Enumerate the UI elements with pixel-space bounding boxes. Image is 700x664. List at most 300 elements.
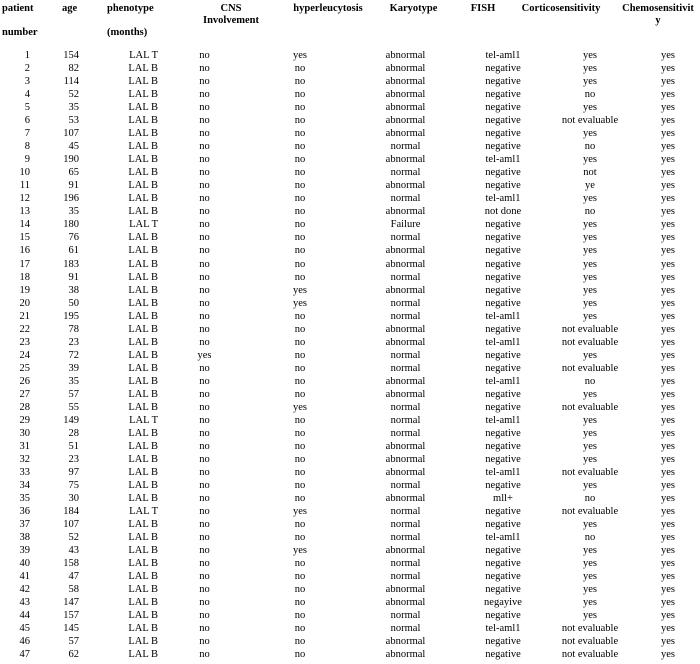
table-row <box>0 557 700 570</box>
cell-cns-involvement: no <box>199 388 210 400</box>
cell-corticosensitivity: not evaluable <box>561 467 619 479</box>
cell-phenotype: LAL B <box>128 258 158 270</box>
table-row <box>0 609 700 622</box>
cell-hyperleucytosis: no <box>294 558 306 570</box>
cell-phenotype: LAL B <box>128 362 158 374</box>
cell-corticosensitivity: yes <box>583 480 597 492</box>
cell-age: 61 <box>68 245 79 257</box>
cell-patient-number: 39 <box>19 545 30 557</box>
cell-karyotype: abnormal <box>385 336 426 348</box>
table-row <box>0 492 700 505</box>
cell-cns-involvement: no <box>199 610 210 622</box>
cell-phenotype: LAL B <box>128 206 158 218</box>
cell-cns-involvement: no <box>199 154 210 166</box>
cell-karyotype: abnormal <box>385 180 426 192</box>
cell-chemosensitivity: yes <box>661 558 675 570</box>
cell-chemosensitivity: yes <box>661 427 675 439</box>
cell-hyperleucytosis: no <box>294 115 306 127</box>
cell-fish: tel-aml1 <box>485 336 521 348</box>
cell-cns-involvement: no <box>199 480 210 492</box>
cell-age: 53 <box>68 115 79 127</box>
cell-karyotype: abnormal <box>385 453 426 465</box>
cell-phenotype: LAL B <box>128 532 158 544</box>
header-chemo-line2: y <box>655 15 661 26</box>
cell-chemosensitivity: yes <box>661 258 675 270</box>
cell-fish: tel-aml1 <box>485 532 521 544</box>
table-row <box>0 114 700 127</box>
cell-age: 91 <box>68 271 79 283</box>
table-row <box>0 596 700 609</box>
table-row <box>0 297 700 310</box>
cell-hyperleucytosis: no <box>294 141 306 153</box>
cell-hyperleucytosis: no <box>294 76 306 88</box>
cell-cns-involvement: no <box>199 506 210 518</box>
cell-cns-involvement: no <box>199 63 210 75</box>
cell-hyperleucytosis: no <box>294 271 306 283</box>
cell-hyperleucytosis: no <box>294 610 306 622</box>
cell-patient-number: 21 <box>19 310 30 322</box>
cell-chemosensitivity: yes <box>661 193 675 205</box>
cell-cns-involvement: no <box>199 193 210 205</box>
cell-age: 28 <box>68 427 79 439</box>
cell-cns-involvement: no <box>199 102 210 114</box>
cell-cns-involvement: no <box>199 245 210 257</box>
cell-corticosensitivity: yes <box>583 597 597 609</box>
cell-phenotype: LAL B <box>128 297 158 309</box>
cell-cns-involvement: no <box>199 232 210 244</box>
table-row <box>0 583 700 596</box>
cell-cns-involvement: no <box>199 219 210 231</box>
cell-hyperleucytosis: yes <box>293 50 307 62</box>
cell-fish: tel-aml1 <box>485 414 521 426</box>
table-row <box>0 166 700 179</box>
cell-phenotype: LAL B <box>128 545 158 557</box>
cell-phenotype: LAL B <box>128 89 158 101</box>
cell-hyperleucytosis: no <box>294 89 306 101</box>
cell-patient-number: 43 <box>19 597 30 609</box>
table-row <box>0 271 700 284</box>
cell-fish: tel-aml1 <box>485 375 521 387</box>
cell-hyperleucytosis: no <box>294 388 306 400</box>
cell-chemosensitivity: yes <box>661 310 675 322</box>
cell-cns-involvement: no <box>199 115 210 127</box>
cell-cns-involvement: no <box>199 167 210 179</box>
cell-chemosensitivity: yes <box>661 63 675 75</box>
cell-corticosensitivity: yes <box>583 440 597 452</box>
cell-patient-number: 15 <box>19 232 30 244</box>
cell-karyotype: abnormal <box>385 467 426 479</box>
cell-age: 51 <box>68 440 79 452</box>
cell-hyperleucytosis: no <box>294 336 306 348</box>
cell-corticosensitivity: no <box>584 375 596 387</box>
cell-karyotype: normal <box>390 349 421 361</box>
cell-chemosensitivity: yes <box>661 440 675 452</box>
table-row <box>0 244 700 257</box>
cell-hyperleucytosis: no <box>294 571 306 583</box>
table-row <box>0 310 700 323</box>
cell-fish: negative <box>485 219 521 231</box>
cell-chemosensitivity: yes <box>661 89 675 101</box>
cell-fish: tel-aml1 <box>485 467 521 479</box>
cell-chemosensitivity: yes <box>661 245 675 257</box>
cell-age: 35 <box>68 102 79 114</box>
cell-fish: negative <box>485 102 521 114</box>
table-row <box>0 362 700 375</box>
table-row <box>0 479 700 492</box>
cell-chemosensitivity: yes <box>661 623 675 635</box>
cell-karyotype: normal <box>390 532 421 544</box>
cell-karyotype: abnormal <box>385 649 426 661</box>
cell-fish: negative <box>485 349 521 361</box>
table-row <box>0 336 700 349</box>
cell-karyotype: normal <box>390 610 421 622</box>
cell-cns-involvement: no <box>199 414 210 426</box>
cell-patient-number: 8 <box>24 141 30 153</box>
table-row <box>0 75 700 88</box>
cell-age: 57 <box>68 388 79 400</box>
cell-patient-number: 30 <box>19 427 30 439</box>
cell-karyotype: abnormal <box>385 597 426 609</box>
cell-karyotype: normal <box>390 297 421 309</box>
cell-karyotype: normal <box>390 414 421 426</box>
cell-corticosensitivity: yes <box>583 284 597 296</box>
cell-chemosensitivity: yes <box>661 519 675 531</box>
cell-fish: negative <box>485 388 521 400</box>
cell-karyotype: abnormal <box>385 115 426 127</box>
cell-fish: negative <box>485 610 521 622</box>
header-chemosensitivity <box>616 3 700 27</box>
cell-corticosensitivity: yes <box>583 545 597 557</box>
cell-cns-involvement: no <box>199 375 210 387</box>
cell-hyperleucytosis: no <box>294 649 306 661</box>
cell-corticosensitivity: not evaluable <box>561 506 619 518</box>
cell-chemosensitivity: yes <box>661 453 675 465</box>
cell-patient-number: 47 <box>19 649 30 661</box>
cell-age: 23 <box>68 453 79 465</box>
cell-phenotype: LAL B <box>128 636 158 648</box>
cell-age: 39 <box>68 362 79 374</box>
cell-cns-involvement: no <box>199 558 210 570</box>
cell-patient-number: 24 <box>19 349 30 361</box>
cell-cns-involvement: no <box>199 128 210 140</box>
cell-patient-number: 28 <box>19 401 30 413</box>
cell-hyperleucytosis: no <box>294 193 306 205</box>
cell-cns-involvement: no <box>199 532 210 544</box>
header-number: number <box>2 27 38 38</box>
cell-karyotype: abnormal <box>385 63 426 75</box>
cell-age: 55 <box>68 401 79 413</box>
cell-corticosensitivity: yes <box>583 102 597 114</box>
cell-hyperleucytosis: no <box>294 362 306 374</box>
cell-patient-number: 14 <box>19 219 30 231</box>
cell-chemosensitivity: yes <box>661 232 675 244</box>
cell-phenotype: LAL T <box>129 506 158 518</box>
cell-fish: negative <box>485 232 521 244</box>
cell-fish: negative <box>485 63 521 75</box>
cell-corticosensitivity: yes <box>583 610 597 622</box>
cell-phenotype: LAL B <box>128 571 158 583</box>
cell-patient-number: 34 <box>19 480 30 492</box>
cell-corticosensitivity: yes <box>583 258 597 270</box>
cell-corticosensitivity: yes <box>583 193 597 205</box>
cell-phenotype: LAL B <box>128 480 158 492</box>
cell-corticosensitivity: not evaluable <box>561 623 619 635</box>
table-row <box>0 88 700 101</box>
cell-phenotype: LAL B <box>128 167 158 179</box>
cell-chemosensitivity: yes <box>661 362 675 374</box>
cell-fish: negative <box>485 180 521 192</box>
cell-hyperleucytosis: yes <box>293 545 307 557</box>
cell-fish: not done <box>484 206 522 218</box>
cell-cns-involvement: no <box>199 649 210 661</box>
header-cns-line1: CNS <box>220 3 242 14</box>
cell-corticosensitivity: yes <box>583 76 597 88</box>
cell-phenotype: LAL B <box>128 597 158 609</box>
cell-corticosensitivity: yes <box>583 388 597 400</box>
cell-hyperleucytosis: no <box>294 532 306 544</box>
patient-table <box>0 49 700 661</box>
cell-fish: negative <box>485 571 521 583</box>
cell-chemosensitivity: yes <box>661 414 675 426</box>
cell-cns-involvement: no <box>199 206 210 218</box>
cell-phenotype: LAL B <box>128 193 158 205</box>
cell-chemosensitivity: yes <box>661 180 675 192</box>
cell-corticosensitivity: yes <box>583 63 597 75</box>
cell-fish: negative <box>485 323 521 335</box>
cell-hyperleucytosis: no <box>294 258 306 270</box>
cell-cns-involvement: no <box>199 271 210 283</box>
cell-patient-number: 33 <box>19 467 30 479</box>
cell-patient-number: 9 <box>24 154 30 166</box>
table-row <box>0 62 700 75</box>
cell-phenotype: LAL B <box>128 141 158 153</box>
cell-cns-involvement: no <box>199 401 210 413</box>
table-row <box>0 218 700 231</box>
cell-patient-number: 11 <box>19 180 30 192</box>
header-cns-line2: Involvement <box>203 15 259 26</box>
table-row <box>0 205 700 218</box>
cell-corticosensitivity: no <box>584 206 596 218</box>
cell-karyotype: abnormal <box>385 76 426 88</box>
cell-corticosensitivity: not evaluable <box>561 649 619 661</box>
table-row <box>0 531 700 544</box>
header-patient: patient <box>2 3 34 14</box>
cell-phenotype: LAL B <box>128 102 158 114</box>
cell-patient-number: 35 <box>19 493 30 505</box>
cell-fish: negative <box>485 440 521 452</box>
cell-hyperleucytosis: yes <box>293 284 307 296</box>
cell-corticosensitivity: not evaluable <box>561 362 619 374</box>
cell-fish: negative <box>485 427 521 439</box>
cell-corticosensitivity: ye <box>585 180 595 192</box>
cell-patient-number: 20 <box>19 297 30 309</box>
cell-hyperleucytosis: no <box>294 232 306 244</box>
cell-hyperleucytosis: no <box>294 584 306 596</box>
cell-chemosensitivity: yes <box>661 297 675 309</box>
cell-corticosensitivity: not evaluable <box>561 636 619 648</box>
cell-corticosensitivity: yes <box>583 297 597 309</box>
cell-phenotype: LAL T <box>129 219 158 231</box>
cell-cns-involvement: no <box>199 284 210 296</box>
cell-hyperleucytosis: no <box>294 102 306 114</box>
cell-cns-involvement: no <box>199 545 210 557</box>
cell-chemosensitivity: yes <box>661 102 675 114</box>
cell-age: 58 <box>68 584 79 596</box>
cell-karyotype: abnormal <box>385 258 426 270</box>
table-row <box>0 453 700 466</box>
cell-hyperleucytosis: no <box>294 128 306 140</box>
cell-hyperleucytosis: no <box>294 493 306 505</box>
cell-fish: negative <box>485 284 521 296</box>
cell-cns-involvement: no <box>199 427 210 439</box>
cell-karyotype: normal <box>390 401 421 413</box>
cell-age: 147 <box>63 597 79 609</box>
cell-age: 76 <box>68 232 79 244</box>
cell-chemosensitivity: yes <box>661 545 675 557</box>
cell-fish: tel-aml1 <box>485 154 521 166</box>
cell-age: 154 <box>63 50 79 62</box>
cell-phenotype: LAL B <box>128 375 158 387</box>
cell-phenotype: LAL B <box>128 245 158 257</box>
table-row <box>0 518 700 531</box>
cell-hyperleucytosis: no <box>294 440 306 452</box>
cell-corticosensitivity: yes <box>583 245 597 257</box>
cell-karyotype: abnormal <box>385 493 426 505</box>
cell-phenotype: LAL B <box>128 284 158 296</box>
cell-cns-involvement: no <box>199 362 210 374</box>
cell-age: 78 <box>68 323 79 335</box>
cell-patient-number: 19 <box>19 284 30 296</box>
cell-phenotype: LAL B <box>128 271 158 283</box>
table-row <box>0 440 700 453</box>
header-corticosensitivity: Corticosensitivity <box>521 3 601 14</box>
cell-age: 62 <box>68 649 79 661</box>
cell-age: 107 <box>63 128 79 140</box>
cell-chemosensitivity: yes <box>661 76 675 88</box>
cell-cns-involvement: no <box>199 467 210 479</box>
cell-corticosensitivity: yes <box>583 232 597 244</box>
cell-cns-involvement: no <box>199 597 210 609</box>
cell-corticosensitivity: yes <box>583 584 597 596</box>
cell-corticosensitivity: yes <box>583 558 597 570</box>
cell-fish: negative <box>485 141 521 153</box>
cell-patient-number: 23 <box>19 336 30 348</box>
cell-cns-involvement: no <box>199 76 210 88</box>
cell-chemosensitivity: yes <box>661 493 675 505</box>
cell-patient-number: 42 <box>19 584 30 596</box>
cell-hyperleucytosis: yes <box>293 297 307 309</box>
cell-fish: negative <box>485 115 521 127</box>
cell-fish: negative <box>485 519 521 531</box>
cell-patient-number: 6 <box>24 115 30 127</box>
table-row <box>0 140 700 153</box>
cell-fish: negative <box>485 297 521 309</box>
cell-patient-number: 27 <box>19 388 30 400</box>
cell-cns-involvement: no <box>199 571 210 583</box>
cell-karyotype: abnormal <box>385 375 426 387</box>
cell-karyotype: Failure <box>390 219 421 231</box>
cell-corticosensitivity: not <box>583 167 597 179</box>
cell-phenotype: LAL B <box>128 610 158 622</box>
cell-chemosensitivity: yes <box>661 128 675 140</box>
cell-karyotype: normal <box>390 271 421 283</box>
cell-age: 47 <box>68 571 79 583</box>
cell-cns-involvement: no <box>199 50 210 62</box>
cell-karyotype: abnormal <box>385 388 426 400</box>
cell-karyotype: abnormal <box>385 323 426 335</box>
cell-karyotype: normal <box>390 167 421 179</box>
cell-chemosensitivity: yes <box>661 323 675 335</box>
cell-age: 35 <box>68 375 79 387</box>
cell-age: 107 <box>63 519 79 531</box>
cell-chemosensitivity: yes <box>661 649 675 661</box>
cell-patient-number: 1 <box>24 50 30 62</box>
table-row <box>0 505 700 518</box>
cell-hyperleucytosis: no <box>294 623 306 635</box>
cell-phenotype: LAL B <box>128 323 158 335</box>
cell-karyotype: abnormal <box>385 89 426 101</box>
cell-patient-number: 40 <box>19 558 30 570</box>
cell-karyotype: normal <box>390 519 421 531</box>
cell-fish: tel-aml1 <box>485 623 521 635</box>
cell-chemosensitivity: yes <box>661 401 675 413</box>
cell-fish: negative <box>485 558 521 570</box>
cell-chemosensitivity: yes <box>661 388 675 400</box>
cell-phenotype: LAL B <box>128 154 158 166</box>
table-row <box>0 414 700 427</box>
cell-age: 82 <box>68 63 79 75</box>
cell-patient-number: 45 <box>19 623 30 635</box>
cell-hyperleucytosis: no <box>294 323 306 335</box>
cell-corticosensitivity: yes <box>583 427 597 439</box>
cell-phenotype: LAL B <box>128 453 158 465</box>
cell-hyperleucytosis: no <box>294 414 306 426</box>
table-row <box>0 179 700 192</box>
cell-chemosensitivity: yes <box>661 571 675 583</box>
cell-hyperleucytosis: no <box>294 245 306 257</box>
cell-karyotype: normal <box>390 310 421 322</box>
cell-patient-number: 26 <box>19 375 30 387</box>
cell-karyotype: abnormal <box>385 154 426 166</box>
cell-age: 157 <box>63 610 79 622</box>
cell-fish: negative <box>485 271 521 283</box>
cell-age: 35 <box>68 206 79 218</box>
cell-hyperleucytosis: no <box>294 180 306 192</box>
cell-corticosensitivity: yes <box>583 219 597 231</box>
cell-patient-number: 41 <box>19 571 30 583</box>
cell-fish: negative <box>485 480 521 492</box>
cell-age: 149 <box>63 414 79 426</box>
cell-patient-number: 37 <box>19 519 30 531</box>
cell-hyperleucytosis: no <box>294 467 306 479</box>
cell-chemosensitivity: yes <box>661 506 675 518</box>
cell-phenotype: LAL B <box>128 584 158 596</box>
cell-corticosensitivity: no <box>584 493 596 505</box>
cell-corticosensitivity: not evaluable <box>561 401 619 413</box>
cell-age: 97 <box>68 467 79 479</box>
cell-age: 65 <box>68 167 79 179</box>
cell-age: 72 <box>68 349 79 361</box>
cell-karyotype: abnormal <box>385 545 426 557</box>
cell-patient-number: 18 <box>19 271 30 283</box>
table-row <box>0 544 700 557</box>
cell-cns-involvement: no <box>199 453 210 465</box>
cell-phenotype: LAL B <box>128 623 158 635</box>
table-row <box>0 153 700 166</box>
cell-cns-involvement: no <box>199 519 210 531</box>
table-row <box>0 231 700 244</box>
cell-fish: negative <box>485 362 521 374</box>
